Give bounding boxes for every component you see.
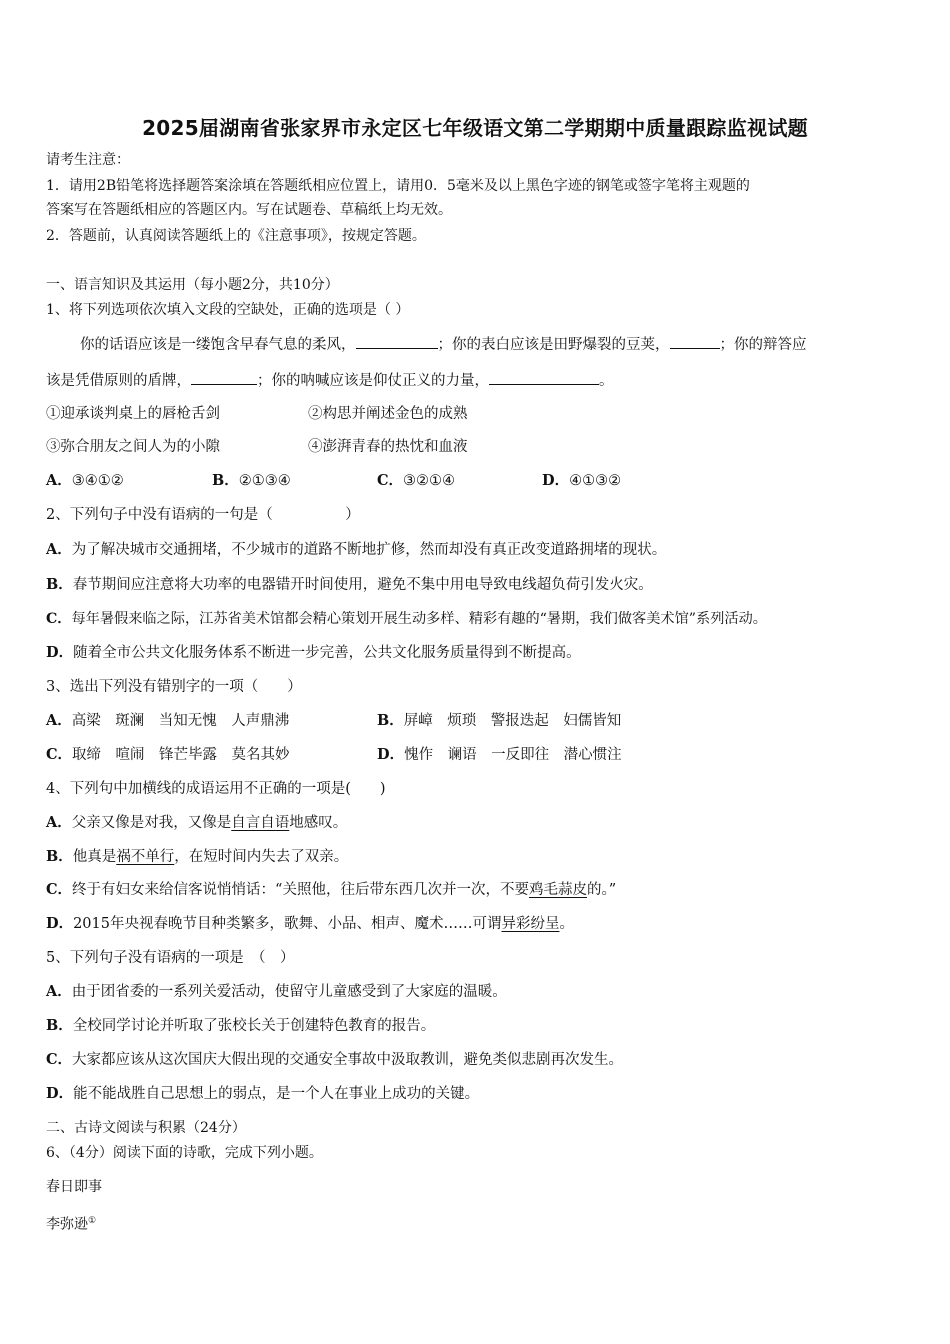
q2-option-c[interactable]	[46, 609, 767, 629]
option-letter: C．	[46, 881, 73, 898]
option-text: 屏嶂 烦琐 警报迭起 妇儒皆知	[403, 713, 622, 729]
notice-heading: 请考生注意：	[46, 152, 130, 168]
poem-title: 春日即事	[46, 1179, 102, 1195]
fill-blank-1[interactable]	[356, 334, 438, 349]
q1-phrase-4: ④澎湃青春的热忱和血液	[308, 439, 468, 455]
q1-passage-part: ；你的辩答应	[719, 337, 807, 353]
option-text: 终于有妇女来给信客说悄悄话：“关照他，往后带东西几次并一次，不要	[72, 882, 529, 898]
q2-stem: 2、下列句子中没有语病的一句是（ ）	[46, 507, 360, 523]
option-text: 2015年央视春晚节目种类繁多，歌舞、小品、相声、魔术……可谓	[73, 916, 502, 932]
option-letter: D．	[46, 644, 74, 661]
q3-option-d[interactable]	[377, 745, 622, 765]
q1-option-c[interactable]	[377, 471, 455, 491]
option-letter: A．	[46, 472, 72, 489]
option-text: 。	[559, 916, 574, 932]
q5-option-d[interactable]	[46, 1084, 479, 1104]
q4-stem: 4、下列句中加横线的成语运用不正确的一项是( )	[46, 781, 386, 797]
q1-passage-part: 该是凭借原则的盾牌，	[46, 373, 191, 389]
option-text: 取缔 喧闹 锋芒毕露 莫名其妙	[72, 747, 290, 763]
exam-title: 2025届湖南省张家界市永定区七年级语文第二学期期中质量跟踪监视试题	[142, 116, 808, 140]
q1-passage-part: 你的话语应该是一缕饱含早春气息的柔风，	[80, 337, 356, 353]
q1-phrase-1: ①迎承谈判桌上的唇枪舌剑	[46, 406, 220, 422]
option-text: ④①③②	[569, 473, 622, 489]
option-text: ②①③④	[238, 473, 291, 489]
q2-option-d[interactable]	[46, 643, 581, 663]
q1-phrase-3: ③弥合朋友之间人为的小隙	[46, 439, 220, 455]
option-letter: D．	[46, 915, 74, 932]
option-text: 地感叹。	[289, 815, 348, 831]
option-letter: C．	[377, 472, 404, 489]
option-text: 随着全市公共文化服务体系不断进一步完善，公共文化服务质量得到不断提高。	[73, 645, 581, 661]
underlined-idiom: 鸡毛蒜皮	[528, 882, 587, 898]
q1-passage-line-2	[46, 370, 614, 391]
option-text: ③④①②	[71, 473, 124, 489]
q1-passage-part: 。	[599, 373, 614, 389]
q1-passage-part: ；你的呐喊应该是仰仗正义的力量，	[257, 373, 489, 389]
option-text: ，在短时间内失去了双亲。	[174, 849, 349, 865]
section-2-heading: 二、古诗文阅读与积累（24分）	[46, 1120, 246, 1136]
option-letter: A．	[46, 983, 72, 1000]
q1-option-b[interactable]	[212, 471, 291, 491]
option-text: ③②①④	[403, 473, 456, 489]
poem-author	[46, 1211, 96, 1235]
option-text: 大家都应该从这次国庆大假出现的交通安全事故中汲取教训，避免类似悲剧再次发生。	[72, 1052, 624, 1068]
q2-option-a[interactable]	[46, 540, 666, 560]
q4-option-c[interactable]	[46, 880, 616, 900]
q5-stem: 5、下列句子没有语病的一项是 （ ）	[46, 950, 295, 966]
option-letter: D．	[542, 472, 570, 489]
option-text: 全校同学讨论并听取了张校长关于创建特色教育的报告。	[72, 1018, 436, 1034]
notice-item-2: 2．答题前，认真阅读答题纸上的《注意事项》，按规定答题。	[46, 228, 426, 244]
option-text: 他真是	[72, 849, 117, 865]
q1-passage-line-1	[80, 334, 807, 355]
fill-blank-3[interactable]	[191, 370, 257, 385]
option-text: 由于团省委的一系列关爱活动，使留守儿童感受到了大家庭的温暖。	[71, 984, 507, 1000]
q1-passage-part: ；你的表白应该是田野爆裂的豆荚，	[437, 337, 670, 353]
q3-stem: 3、选出下列没有错别字的一项（ ）	[46, 679, 302, 695]
notice-item-1: 1．请用2B铅笔将选择题答案涂填在答题纸相应位置上，请用0．5毫米及以上黑色字迹的钢笔或签字笔将主观题的	[46, 178, 750, 194]
option-letter: C．	[46, 1051, 73, 1068]
q3-option-b[interactable]	[377, 711, 621, 731]
q5-option-a[interactable]	[46, 982, 507, 1002]
underlined-idiom: 祸不单行	[116, 849, 175, 865]
q1-option-d[interactable]	[542, 471, 621, 491]
q6-stem: 6、（4分）阅读下面的诗歌，完成下列小题。	[46, 1145, 323, 1161]
option-letter: B．	[46, 848, 73, 865]
footnote-marker: ①	[88, 1216, 97, 1226]
fill-blank-2[interactable]	[670, 334, 720, 349]
option-text: 高梁 斑澜 当知无愧 人声鼎沸	[71, 713, 290, 729]
q3-option-c[interactable]	[46, 745, 290, 765]
option-letter: C．	[46, 746, 73, 763]
option-text: 愧作 谰语 一反即往 潜心惯注	[404, 747, 622, 763]
option-text: 能不能战胜自己思想上的弱点，是一个人在事业上成功的关键。	[73, 1086, 480, 1102]
option-text: 春节期间应注意将大功率的电器错开时间使用，避免不集中用电导致电线超负荷引发火灾。	[72, 577, 653, 593]
q4-option-d[interactable]	[46, 914, 574, 934]
q4-option-b[interactable]	[46, 847, 348, 867]
option-text: 的。”	[586, 882, 617, 898]
option-text: 父亲又像是对我，又像是	[71, 815, 232, 831]
option-letter: C．	[46, 611, 72, 627]
option-text: 每年暑假来临之际，江苏省美术馆都会精心策划开展生动多样、精彩有趣的“暑期，我们做客美术馆”系列活动。	[71, 611, 767, 627]
underlined-idiom: 异彩纷呈	[501, 916, 560, 932]
option-letter: B．	[212, 472, 239, 489]
option-letter: B．	[46, 576, 73, 593]
fill-blank-4[interactable]	[489, 370, 599, 385]
q1-phrase-2: ②构思并阐述金色的成熟	[308, 406, 468, 422]
option-letter: D．	[377, 746, 405, 763]
option-text: 为了解决城市交通拥堵，不少城市的道路不断地扩修，然而却没有真正改变道路拥堵的现状。	[71, 542, 667, 558]
option-letter: B．	[377, 712, 404, 729]
q3-option-a[interactable]	[46, 711, 289, 731]
notice-item-1-cont: 答案写在答题纸相应的答题区内。写在试题卷、草稿纸上均无效。	[46, 202, 452, 218]
q5-option-b[interactable]	[46, 1016, 435, 1036]
section-1-heading: 一、语言知识及其运用（每小题2分，共10分）	[46, 277, 339, 293]
q4-option-a[interactable]	[46, 813, 347, 833]
q2-option-b[interactable]	[46, 575, 653, 595]
option-letter: D．	[46, 1085, 74, 1102]
q5-option-c[interactable]	[46, 1050, 623, 1070]
underlined-idiom: 自言自语	[231, 815, 290, 831]
q1-option-a[interactable]	[46, 471, 124, 491]
option-letter: A．	[46, 541, 72, 558]
option-letter: B．	[46, 1017, 73, 1034]
option-letter: A．	[46, 712, 72, 729]
poet-name: 李弥逊	[46, 1216, 88, 1233]
option-letter: A．	[46, 814, 72, 831]
q1-stem: 1、将下列选项依次填入文段的空缺处，正确的选项是（ ）	[46, 302, 410, 318]
